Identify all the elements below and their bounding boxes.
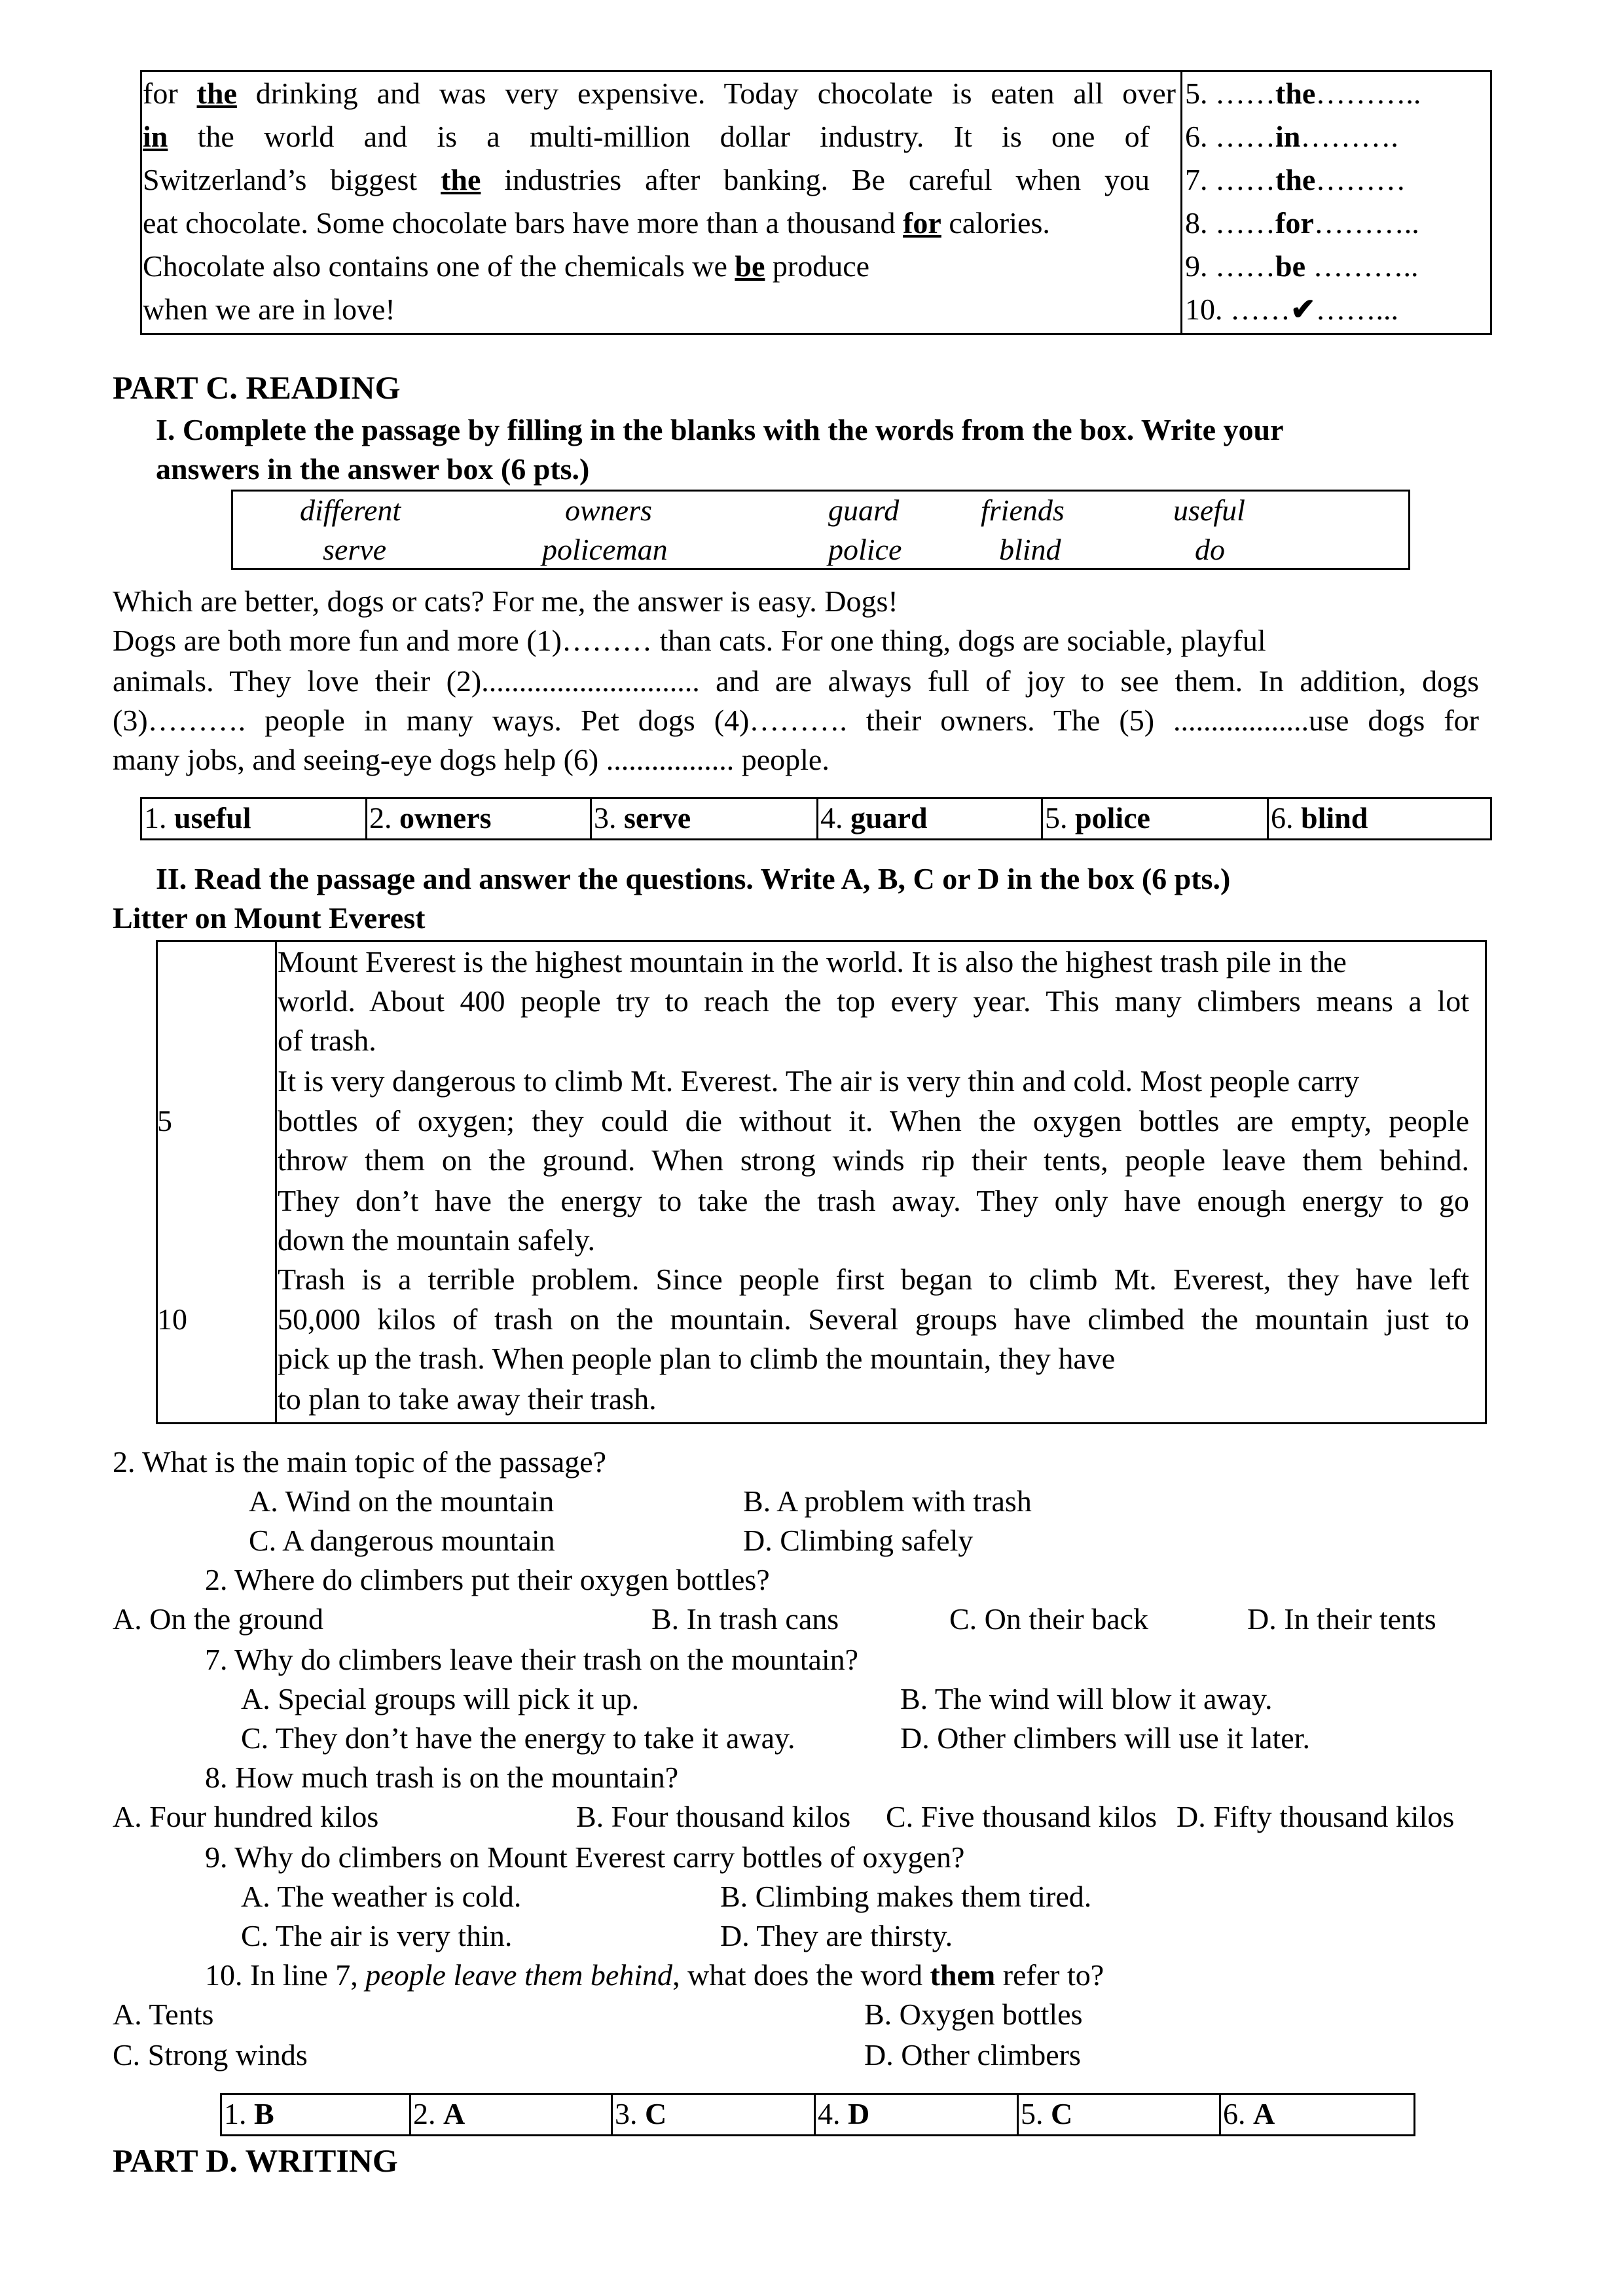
- answer-cell: 4. D: [818, 2097, 870, 2130]
- question-text: 8. How much trash is on the mountain?: [205, 1761, 679, 1794]
- reading-line: of trash.: [278, 1024, 376, 1057]
- word-option: friends: [981, 493, 1065, 527]
- answer-cell: 3. C: [615, 2097, 667, 2130]
- reading-line: Mount Everest is the highest mountain in the world. It is also the highest trash pile in the: [278, 945, 1347, 978]
- passage-line: Which are better, dogs or cats? For me, the answer is easy. Dogs!: [113, 584, 898, 618]
- table-divider: [1180, 70, 1182, 335]
- cell-divider: [1267, 797, 1269, 840]
- error-answer: 8. ……for………..: [1185, 206, 1419, 240]
- error-line: Switzerland’s biggest the industries after banking. Be careful when you: [143, 163, 1150, 196]
- checkmark-icon: ✔: [1290, 293, 1316, 326]
- reading-title: Litter on Mount Everest: [113, 901, 426, 935]
- answer-option: A. On the ground: [113, 1602, 323, 1636]
- cell-divider: [1041, 797, 1043, 840]
- answer-option: D. They are thirsty.: [720, 1919, 953, 1952]
- cell-divider: [1017, 2093, 1019, 2136]
- word-option: useful: [1173, 493, 1245, 527]
- answer-cell: 2. owners: [369, 801, 492, 834]
- word-option: guard: [828, 493, 900, 527]
- word-option: police: [828, 533, 902, 566]
- part-d-heading: PART D. WRITING: [113, 2142, 398, 2179]
- answer-option: C. A dangerous mountain: [249, 1524, 555, 1557]
- question-text: 7. Why do climbers leave their trash on the mountain?: [205, 1643, 859, 1676]
- part-c-heading: PART C. READING: [113, 369, 401, 406]
- answer-option: D. Other climbers will use it later.: [900, 1721, 1310, 1755]
- reading-line: They don’t have the energy to take the trash away. They only have enough energy to go: [278, 1184, 1469, 1217]
- answer-option: A. Wind on the mountain: [249, 1484, 555, 1518]
- answer-option: C. On their back: [949, 1602, 1149, 1636]
- answer-cell: 3. serve: [594, 801, 691, 834]
- underlined-error: be: [735, 249, 765, 283]
- cell-divider: [409, 2093, 411, 2136]
- answer-option: A. The weather is cold.: [241, 1880, 522, 1913]
- word-option: serve: [323, 533, 387, 566]
- answer-cell: 6. A: [1223, 2097, 1275, 2130]
- task2-instruction: II. Read the passage and answer the questions. Write A, B, C or D in the box (6 pts.): [156, 862, 1231, 895]
- question-text: 9. Why do climbers on Mount Everest carry bottles of oxygen?: [205, 1840, 965, 1874]
- task1-instruction-line2: answers in the answer box (6 pts.): [156, 452, 590, 486]
- line-number: 10: [157, 1302, 187, 1336]
- reading-line: to plan to take away their trash.: [278, 1382, 657, 1416]
- cell-divider: [816, 797, 818, 840]
- reading-line: world. About 400 people try to reach the top every year. This many climbers means a lot: [278, 984, 1469, 1018]
- answer-option: A. Tents: [113, 1998, 214, 2031]
- word-option: do: [1195, 533, 1225, 566]
- answer-cell: 2. A: [413, 2097, 465, 2130]
- error-answer: 9. ……be ………..: [1185, 249, 1419, 283]
- word-option: blind: [999, 533, 1061, 566]
- word-option: owners: [565, 493, 652, 527]
- error-answer: 5. ……the………..: [1185, 77, 1421, 110]
- answer-option: D. In their tents: [1247, 1602, 1436, 1636]
- answer-cell: 1. B: [224, 2097, 274, 2130]
- reading-line: Trash is a terrible problem. Since people first began to climb Mt. Everest, they have left: [278, 1263, 1469, 1296]
- question-text: 10. In line 7, people leave them behind, what does the word them refer to?: [205, 1958, 1104, 1992]
- error-line: in the world and is a multi-million dollar industry. It is one of: [143, 120, 1150, 153]
- underlined-error: in: [143, 120, 168, 153]
- answer-option: B. Four thousand kilos: [576, 1800, 851, 1833]
- question-text: 2. What is the main topic of the passage?: [113, 1445, 607, 1479]
- cell-divider: [814, 2093, 816, 2136]
- error-line: Chocolate also contains one of the chemicals we be produce: [143, 249, 870, 283]
- answer-option: C. They don’t have the energy to take it away.: [241, 1721, 795, 1755]
- passage-line: animals. They love their (2)............................. and are always full of joy to see them. In addition, dogs: [113, 664, 1479, 698]
- reading-line: bottles of oxygen; they could die without it. When the oxygen bottles are empty, people: [278, 1104, 1469, 1138]
- cell-divider: [1219, 2093, 1221, 2136]
- word-option: different: [300, 493, 401, 527]
- error-answer: 10. ……✔……...: [1185, 293, 1399, 326]
- answer-option: D. Climbing safely: [743, 1524, 974, 1557]
- error-answer: 7. ……the………: [1185, 163, 1406, 196]
- error-line: when we are in love!: [143, 293, 395, 326]
- answer-cell: 4. guard: [820, 801, 928, 834]
- underlined-error: for: [903, 206, 941, 240]
- cell-divider: [590, 797, 592, 840]
- passage-line: many jobs, and seeing-eye dogs help (6) ................. people.: [113, 743, 830, 776]
- word-option: policeman: [542, 533, 668, 566]
- answer-option: A. Special groups will pick it up.: [241, 1682, 640, 1715]
- line-number: 5: [157, 1104, 172, 1138]
- line-number-divider: [275, 940, 277, 1424]
- answer-option: A. Four hundred kilos: [113, 1800, 379, 1833]
- cell-divider: [611, 2093, 613, 2136]
- reading-line: down the mountain safely.: [278, 1223, 596, 1257]
- answer-option: B. Oxygen bottles: [864, 1998, 1083, 2031]
- answer-option: B. A problem with trash: [743, 1484, 1032, 1518]
- reading-line: throw them on the ground. When strong winds rip their tents, people leave them behind.: [278, 1143, 1469, 1177]
- underlined-error: the: [196, 77, 237, 110]
- error-line: for the drinking and was very expensive. Today chocolate is eaten all over: [143, 77, 1176, 110]
- error-line: eat chocolate. Some chocolate bars have more than a thousand for calories.: [143, 206, 1050, 240]
- reading-line: It is very dangerous to climb Mt. Everest. The air is very thin and cold. Most people carry: [278, 1064, 1360, 1098]
- reading-line: pick up the trash. When people plan to climb the mountain, they have: [278, 1342, 1116, 1375]
- cell-divider: [365, 797, 367, 840]
- passage-line: Dogs are both more fun and more (1)……… than cats. For one thing, dogs are sociable, playful: [113, 624, 1266, 657]
- answer-option: C. Five thousand kilos: [886, 1800, 1158, 1833]
- error-answer: 6. ……in……….: [1185, 120, 1398, 153]
- answer-option: B. Climbing makes them tired.: [720, 1880, 1092, 1913]
- passage-line: (3)………. people in many ways. Pet dogs (4)………. their owners. The (5) ..................use dogs for: [113, 704, 1479, 737]
- answer-option: C. The air is very thin.: [241, 1919, 513, 1952]
- answer-option: B. The wind will blow it away.: [900, 1682, 1273, 1715]
- question-text: 2. Where do climbers put their oxygen bottles?: [205, 1563, 770, 1596]
- reading-line: 50,000 kilos of trash on the mountain. Several groups have climbed the mountain just to: [278, 1302, 1469, 1336]
- answer-cell: 5. C: [1021, 2097, 1073, 2130]
- answer-cell: 5. police: [1045, 801, 1150, 834]
- answer-cell: 1. useful: [144, 801, 251, 834]
- answer-option: D. Fifty thousand kilos: [1176, 1800, 1455, 1833]
- answer-cell: 6. blind: [1271, 801, 1368, 834]
- answer-option: C. Strong winds: [113, 2038, 308, 2072]
- answer-option: B. In trash cans: [651, 1602, 839, 1636]
- task1-instruction-line1: I. Complete the passage by filling in the blanks with the words from the box. Write your: [156, 413, 1284, 446]
- underlined-error: the: [441, 163, 481, 196]
- answer-option: D. Other climbers: [864, 2038, 1081, 2072]
